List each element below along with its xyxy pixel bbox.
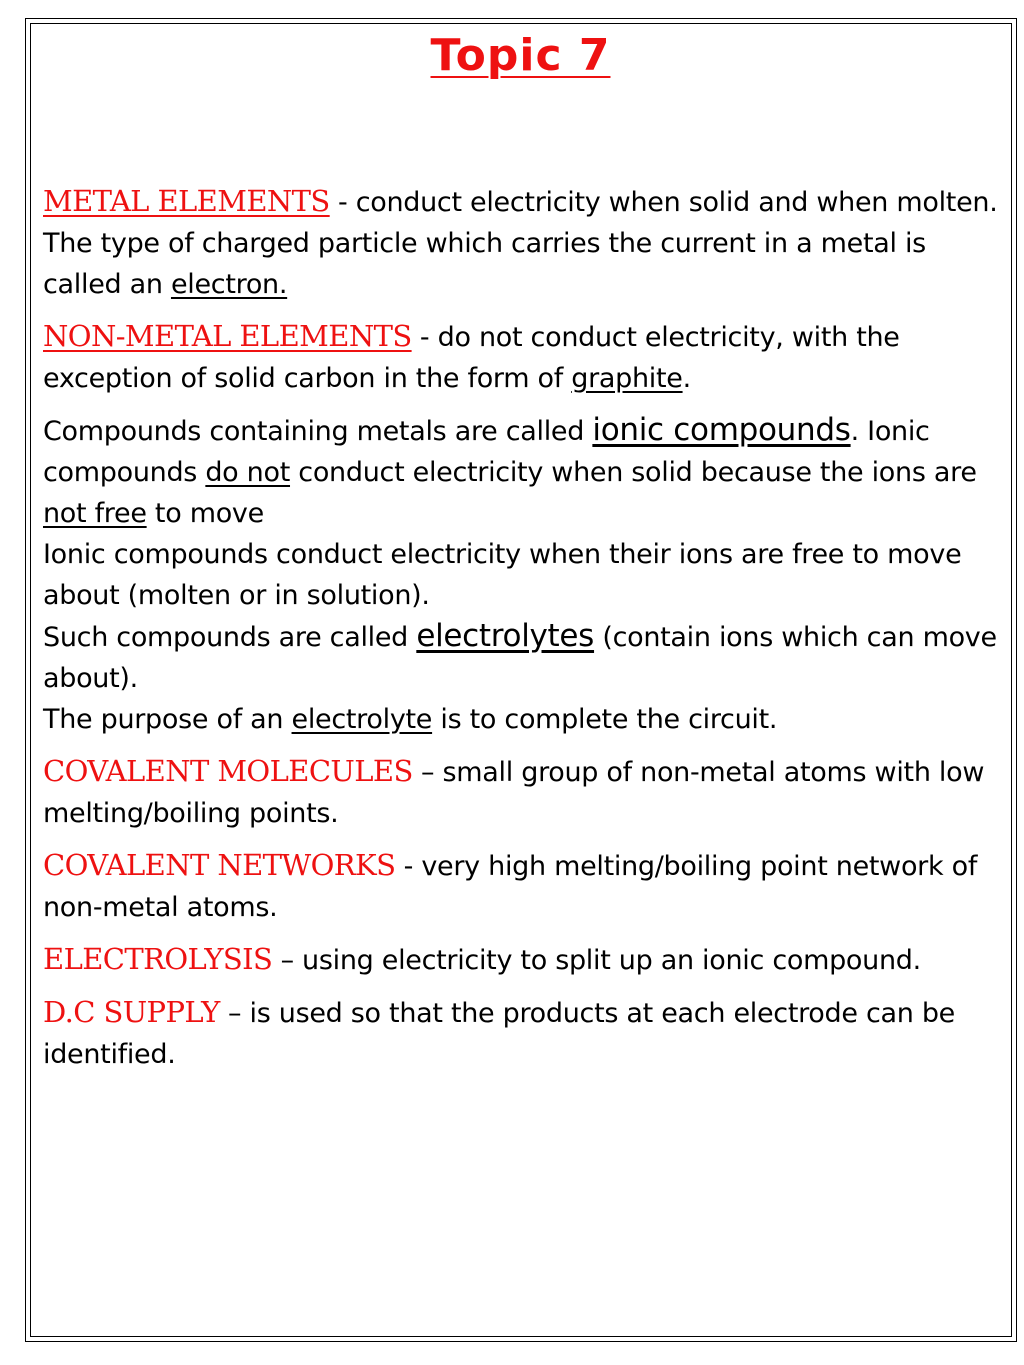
electrolyte-purpose-line [43,699,998,740]
covalent-molecules-paragraph [43,751,998,834]
page-content [43,30,998,1075]
metal-elements-text: - conduct electricity when solid and when molten. The type of charged particle which carries the current in a metal is called an [43,187,998,300]
electron-term: electron. [170,269,288,300]
electrolytes-term: electrolytes [416,618,595,654]
do-not-term: do not [205,457,291,488]
electrolytes-text-1: Such compounds are called [43,622,417,653]
covalent-molecules-text: – small group of non-metal atoms with low melting/boiling points. [43,757,985,829]
non-metal-elements-end: . [682,363,691,394]
ionic-conduct-line: Ionic compounds conduct electricity when their ions are free to move about (molten or in solution). [43,539,962,611]
covalent-networks-paragraph [43,845,998,928]
covalent-networks-text: - very high melting/boiling point network of non-metal atoms. [43,851,978,923]
ionic-text-2: . Ionic compounds [43,416,930,488]
electrolytes-line [43,616,998,699]
ionic-text-1: Compounds containing metals are called [43,416,593,447]
dc-supply-term: D.C SUPPLY [43,995,220,1029]
electrolysis-term: ELECTROLYSIS [43,942,273,976]
metal-elements-paragraph [43,181,998,305]
ionic-text-4: to move [146,498,264,529]
electrolysis-text: – using electricity to split up an ionic compound. [272,945,921,976]
electrolysis-paragraph [43,939,998,981]
page-title: Topic 7 [430,30,611,81]
graphite-term: graphite [571,363,683,394]
electrolytes-text-2: (contain ions which can move about). [43,622,997,694]
ionic-compounds-paragraph [43,410,998,534]
ionic-text-3: conduct electricity when solid because the ions are [290,457,977,488]
dc-supply-text: – is used so that the products at each electrode can be identified. [43,998,955,1070]
covalent-networks-term: COVALENT NETWORKS [43,848,396,882]
purpose-text-2: is to complete the circuit. [432,704,778,735]
electrolyte-term: electrolyte [291,704,433,735]
purpose-text-1: The purpose of an [43,704,292,735]
dc-supply-paragraph [43,992,998,1075]
ionic-compounds-term: ionic compounds [592,412,851,448]
non-metal-elements-term: NON-METAL ELEMENTS [43,319,412,353]
non-metal-elements-text: - do not conduct electricity, with the exception of solid carbon in the form of [43,322,900,394]
covalent-molecules-term: COVALENT MOLECULES [43,754,413,788]
non-metal-elements-paragraph [43,316,998,399]
not-free-term: not free [43,498,147,529]
metal-elements-term: METAL ELEMENTS [43,184,330,218]
